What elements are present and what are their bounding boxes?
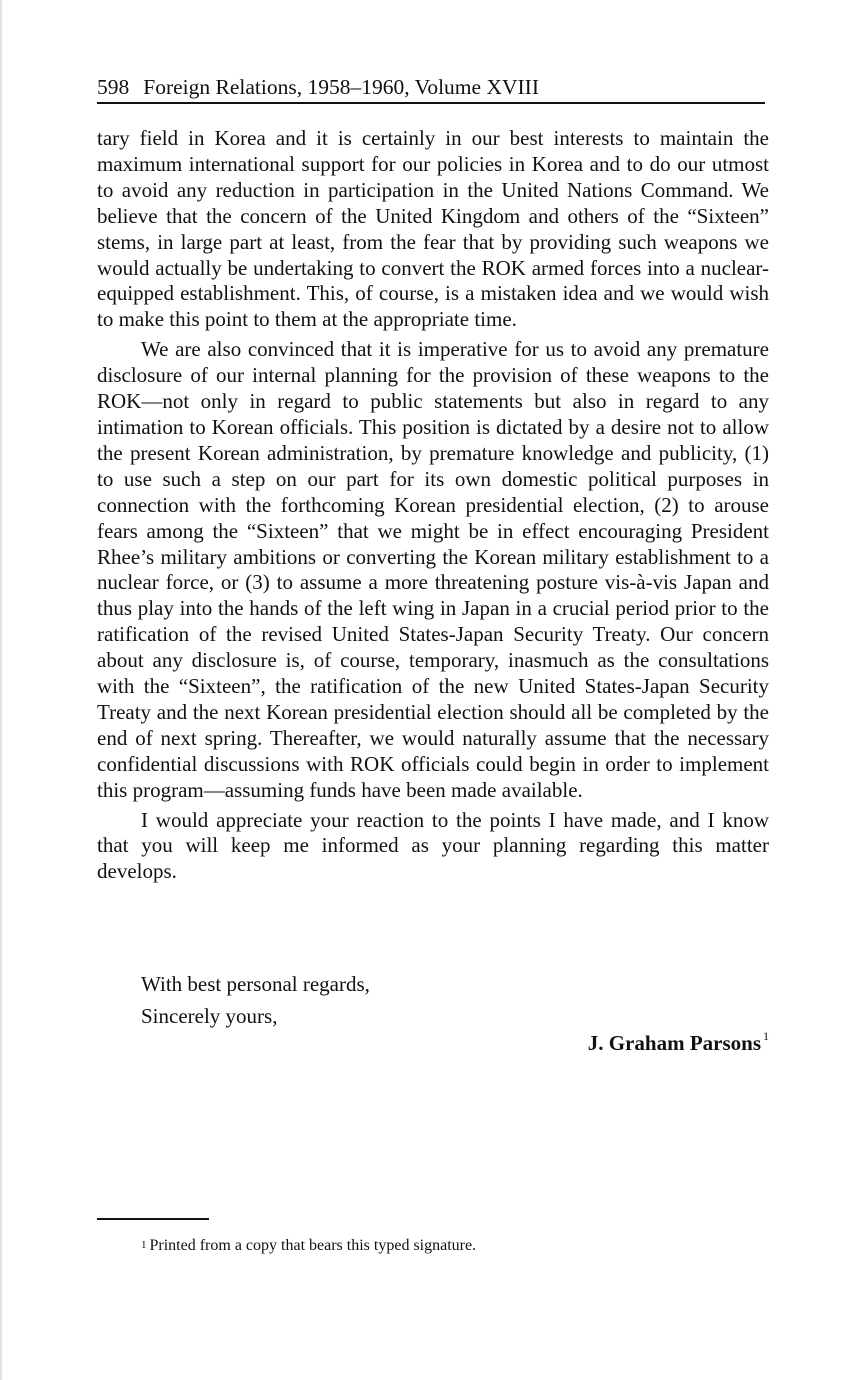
footnote (141, 1235, 476, 1257)
paragraph-continuation: tary field in Korea and it is certainly in our best interests to maintain the maximum international support for our policies in Korea and to do our utmost to avoid any reduction in participation in the United Nations Command. We believe that the concern of the United Kingdom and others of the “Sixteen” stems, in large part at least, from the fear that by providing such weapons we would actually be undertaking to convert the ROK armed forces into a nuclear-equipped establishment. This, of course, is a mistaken idea and we would wish to make this point to them at the appropriate time. (97, 126, 769, 332)
signature-name: J. Graham Parsons (587, 1031, 761, 1055)
paragraph-request: I would appreciate your reaction to the points I have made, and I know that you will keep me informed as your planning regarding this matter develops. (97, 807, 769, 884)
signature (588, 1031, 769, 1056)
volume-title: Foreign Relations, 1958–1960, Volume XVIII (143, 75, 539, 99)
footnote-text: Printed from a copy that bears this typed signature. (149, 1237, 477, 1254)
footnote-divider (97, 1218, 209, 1220)
closing-sign-off: Sincerely yours, (141, 1004, 278, 1028)
closing-regards: With best personal regards, (141, 972, 370, 996)
footnote-marker: 1 (141, 1239, 147, 1251)
paragraph-disclosure: We are also convinced that it is imperative for us to avoid any premature disclosure of our internal planning for the provision of these weapons to the ROK—not only in regard to public statements but also in regard to any intimation to Korean officials. This position is dictated by a desire not to allow the present Korean administration, by premature knowledge and publicity, (1) to use such a step on our part for its own domestic political purposes in connection with the forthcoming Korean presidential election, (2) to arouse fears among the “Sixteen” that we might be in effect encouraging President Rhee’s military ambitions or converting the Korean military establishment to a nuclear force, or (3) to assume a more threatening posture vis-à-vis Japan and thus play into the hands of the left wing in Japan in a crucial period prior to the ratification of the revised United States-Japan Security Treaty. Our concern about any disclosure is, of course, temporary, inasmuch as the consultations with the “Sixteen”, the ratification of the new United States-Japan Security Treaty and the next Korean presidential election should all be completed by the end of next spring. Thereafter, we would naturally assume that the necessary confidential discussions with ROK officials could begin in order to implement this program—assuming funds have been made available. (97, 337, 769, 802)
page-number: 598 (97, 75, 130, 99)
page-edge-shadow (0, 0, 3, 1380)
footnote-reference: 1 (763, 1029, 769, 1043)
letter-body (97, 126, 769, 885)
running-head (97, 74, 765, 104)
